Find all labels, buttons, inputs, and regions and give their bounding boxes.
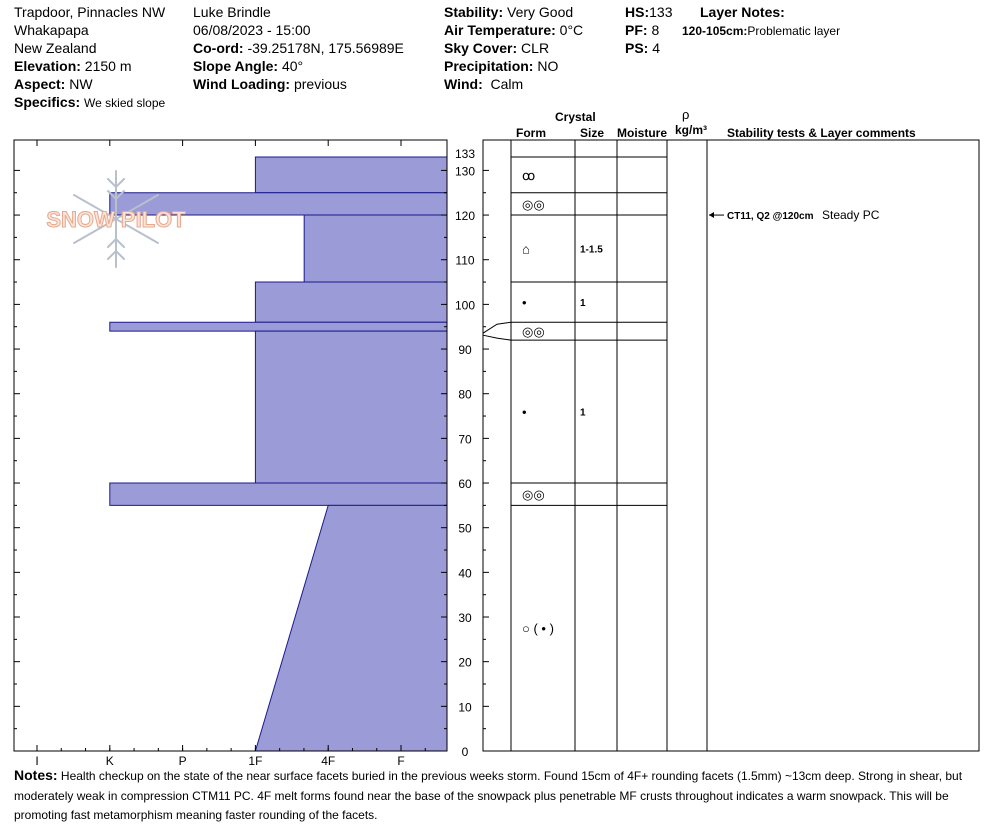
crystal-form: ⌂ [522,241,530,257]
air-temp-value: 0°C [559,22,584,38]
rho-header: ρ [682,107,690,122]
air-temp-label: Air Temperature: [444,22,556,38]
observer: Luke Brindle [193,4,271,20]
depth-tick-label: 20 [458,655,472,670]
moisture-header: Moisture [617,126,668,140]
depth-tick-label: 50 [458,521,472,536]
wind-loading-label: Wind Loading: [193,76,291,92]
crystal-size: 1 [580,298,586,310]
depth-tick-label: 30 [458,611,472,626]
sky-value: CLR [521,40,550,56]
hardness-layer [255,505,447,751]
layer-table-frame [483,140,979,751]
notes-block [14,766,986,826]
depth-tick-label: 120 [454,209,476,224]
area: Whakapapa [14,22,89,38]
hs-label: HS: [625,4,650,20]
notes-label: Notes: [14,767,58,783]
notes-text: Health checkup on the state of the near surface facets buried in the previous weeks storm. Found 15cm of 4F+ rounding facets (1.5mm) ~13cm deep. Strong in shear, but moderately weak in compression CTM11 PC. 4F melt forms found near the base of the snowpack plus penetrable MF crusts throughout indicates a warm snowpack. This will be promoting fast metamorphism meaning faster rounding of the facets. [14,769,963,822]
coord-label: Co-ord: [193,40,244,56]
sky-label: Sky Cover: [444,40,518,56]
depth-tick-label: 133 [454,147,476,161]
snowpilot-logo [46,171,186,267]
crystal-form: ◎◎ [522,196,545,212]
test-comment: Steady PC [822,208,880,223]
crystal-form: • [522,295,527,311]
hardness-tick-label: 4F [321,754,336,768]
crystal-size: 1 [580,407,586,419]
form-header: Form [516,126,546,140]
test-arrow-icon [709,212,714,218]
table-column-lines [511,140,707,751]
elevation-value: 2150 m [84,58,132,74]
depth-tick-label: 70 [458,432,472,447]
crystal-form: ◎◎ [522,324,545,340]
crystal-header: Crystal [555,110,596,124]
elevation-label: Elevation: [14,58,81,74]
depth-tick-label: 10 [458,700,472,715]
depth-tick-label: 0 [461,745,469,759]
stability-tests-header: Stability tests & Layer comments [727,126,916,140]
crystal-form: ꝏ [522,167,536,183]
crystal-size: 1-1.5 [580,244,603,256]
layer-connector [483,335,511,340]
slope-value: 40° [281,58,304,74]
wind-value: Calm [490,76,524,92]
precip-value: NO [537,58,559,74]
hardness-layer [255,282,447,322]
hardness-layer [304,215,447,282]
pf-label: PF: [625,22,648,38]
slope-label: Slope Angle: [193,58,279,74]
wind-label: Wind: [444,76,483,92]
aspect-label: Aspect: [14,76,66,92]
precip-label: Precipitation: [444,58,534,74]
depth-tick-label: 100 [454,298,476,313]
layer-notes-label: Layer Notes: [700,4,785,20]
ps-value: 4 [652,40,661,56]
layer-connector [483,322,511,333]
test-label: CT11, Q2 @120cm [727,211,814,223]
hardness-layer [110,322,447,331]
country: New Zealand [14,40,97,56]
hardness-tick-label: I [35,754,39,768]
layer-note-text: Problematic layer [747,24,841,38]
hardness-layer [110,483,447,505]
crystal-form: ○ ( • ) [522,621,554,637]
stability-value: Very Good [507,4,574,20]
crystal-form: ◎◎ [522,487,545,503]
hardness-layer [255,331,447,483]
hardness-layer [255,157,447,193]
wind-loading-value: previous [293,76,347,92]
stability-tests [709,208,880,222]
layer-note-range: 120-105cm: [682,24,748,38]
ps-label: PS: [625,40,649,56]
hardness-tick-label: 1F [248,754,263,768]
crystal-form: • [522,404,527,420]
location: Trapdoor, Pinnacles NW [14,4,166,20]
density-header: kg/m³ [675,123,708,137]
depth-tick-label: 40 [458,566,472,581]
hardness-tick-label: K [105,754,114,768]
hs-value: 133 [649,4,673,20]
hardness-bars [110,157,447,751]
specifics-value: We skied slope [84,96,166,110]
pf-value: 8 [651,22,660,38]
aspect-value: NW [69,76,93,92]
logo-text: SNOW PILOT [46,207,186,232]
depth-tick-label: 80 [458,387,472,402]
size-header: Size [580,126,605,140]
depth-tick-label: 130 [454,164,476,179]
depth-tick-label: 110 [455,253,475,268]
hardness-tick-label: F [397,754,405,768]
datetime: 06/08/2023 - 15:00 [193,22,311,38]
stability-label: Stability: [444,4,504,20]
coord-value: -39.25178N, 175.56989E [247,40,404,56]
specifics-label: Specifics: [14,94,81,110]
depth-tick-label: 60 [458,477,472,492]
depth-tick-label: 90 [458,343,472,358]
hardness-tick-label: P [178,754,187,768]
